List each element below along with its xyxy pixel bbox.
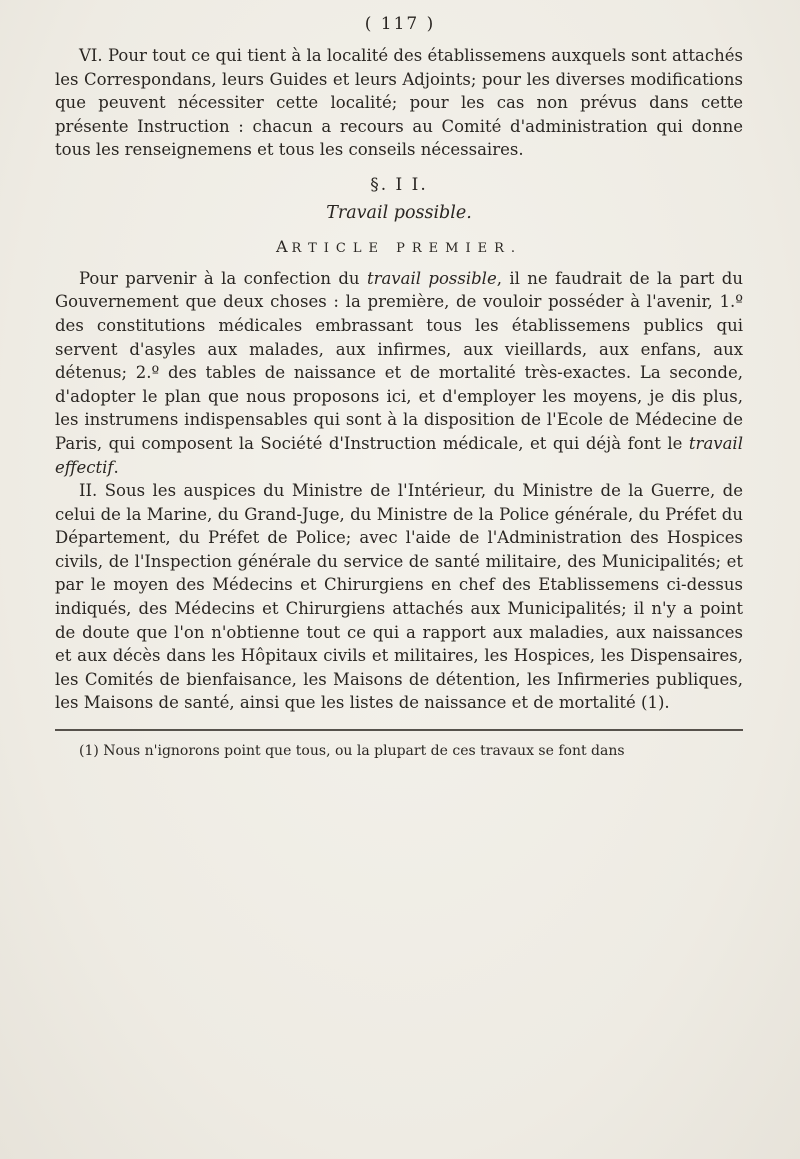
footnote: (1) Nous n'ignorons point que tous, ou la plupart de ces travaux se font dans bbox=[79, 743, 625, 760]
article-heading bbox=[55, 235, 743, 261]
paragraph-vi: VI. Pour tout ce qui tient à la localité des établissemens auxquels sont attachés les Correspondans, leurs Guides et leurs Adjoints; pour les diverses modifications que peuvent nécessiter cette localité; pour les cas non prévus dans cette présente Instruction : chacun a recours au Comité d'administration qui donne tous les renseignemens et tous les conseils nécessaires. bbox=[55, 46, 743, 160]
article-heading-rest: RTICLE PREMIER. bbox=[291, 241, 522, 257]
section-mark: §. I I. bbox=[370, 174, 428, 195]
article-paragraph-2: II. Sous les auspices du Ministre de l'Intérieur, du Ministre de la Guerre, de celui de la Marine, du Grand-Juge, du Ministre de la Police générale, du Préfet du Département, du Préfet de Police; avec l'aide de l'Administration des Hospices civils, de l'Inspection générale du service de santé militaire, des Municipalités; et par le moyen des Médecins et Chirurgiens en chef des Etablissemens ci-dessus indiqués, des Médecins et Chirurgiens attachés aux Municipalités; il n'y a point de doute que l'on n'obtienne tout ce qui a rapport aux maladies, aux naissances et aux décès dans les Hôpitaux civils et militaires, les Hospices, les Dispensaires, les Comités de bienfaisance, les Maisons de détention, les Infirmeries publiques, les Maisons de santé, ainsi que les listes de naissance et de mortalité (1). bbox=[55, 481, 743, 713]
article-p1-emphasis: travail possible bbox=[366, 268, 497, 288]
page-body bbox=[55, 44, 743, 761]
section-title: Travail possible. bbox=[326, 202, 472, 223]
article-heading-initial: A bbox=[275, 237, 292, 257]
article-p1-emphasis-2: travail effectif bbox=[55, 433, 743, 477]
page-number: ( 117 ) bbox=[364, 14, 436, 34]
article-p1-text-b: , il ne faudrait de la part du Gouvernement que deux choses : la première, de vouloir posséder à l'avenir, 1.º des constitutions médicales embrassant tous les établissemens publics qui servent d'asyles aux malades, aux infirmes, aux vieillards, aux enfans, aux détenus; 2.º des tables de naissance et de mortalité très-exactes. La seconde, d'adopter le plan que nous proposons ici, et d'employer les moyens, je dis plus, les instrumens indispensables qui sont à la disposition de l'Ecole de Médecine de Paris, qui composent la Société d'Instruction médicale, et qui déjà font le bbox=[55, 268, 743, 453]
footnote-rule bbox=[55, 729, 743, 731]
article-p1-text-a: Pour parvenir à la confection du bbox=[79, 268, 367, 288]
article-paragraph-1 bbox=[55, 267, 743, 479]
article-p1-text-c: . bbox=[113, 457, 119, 477]
